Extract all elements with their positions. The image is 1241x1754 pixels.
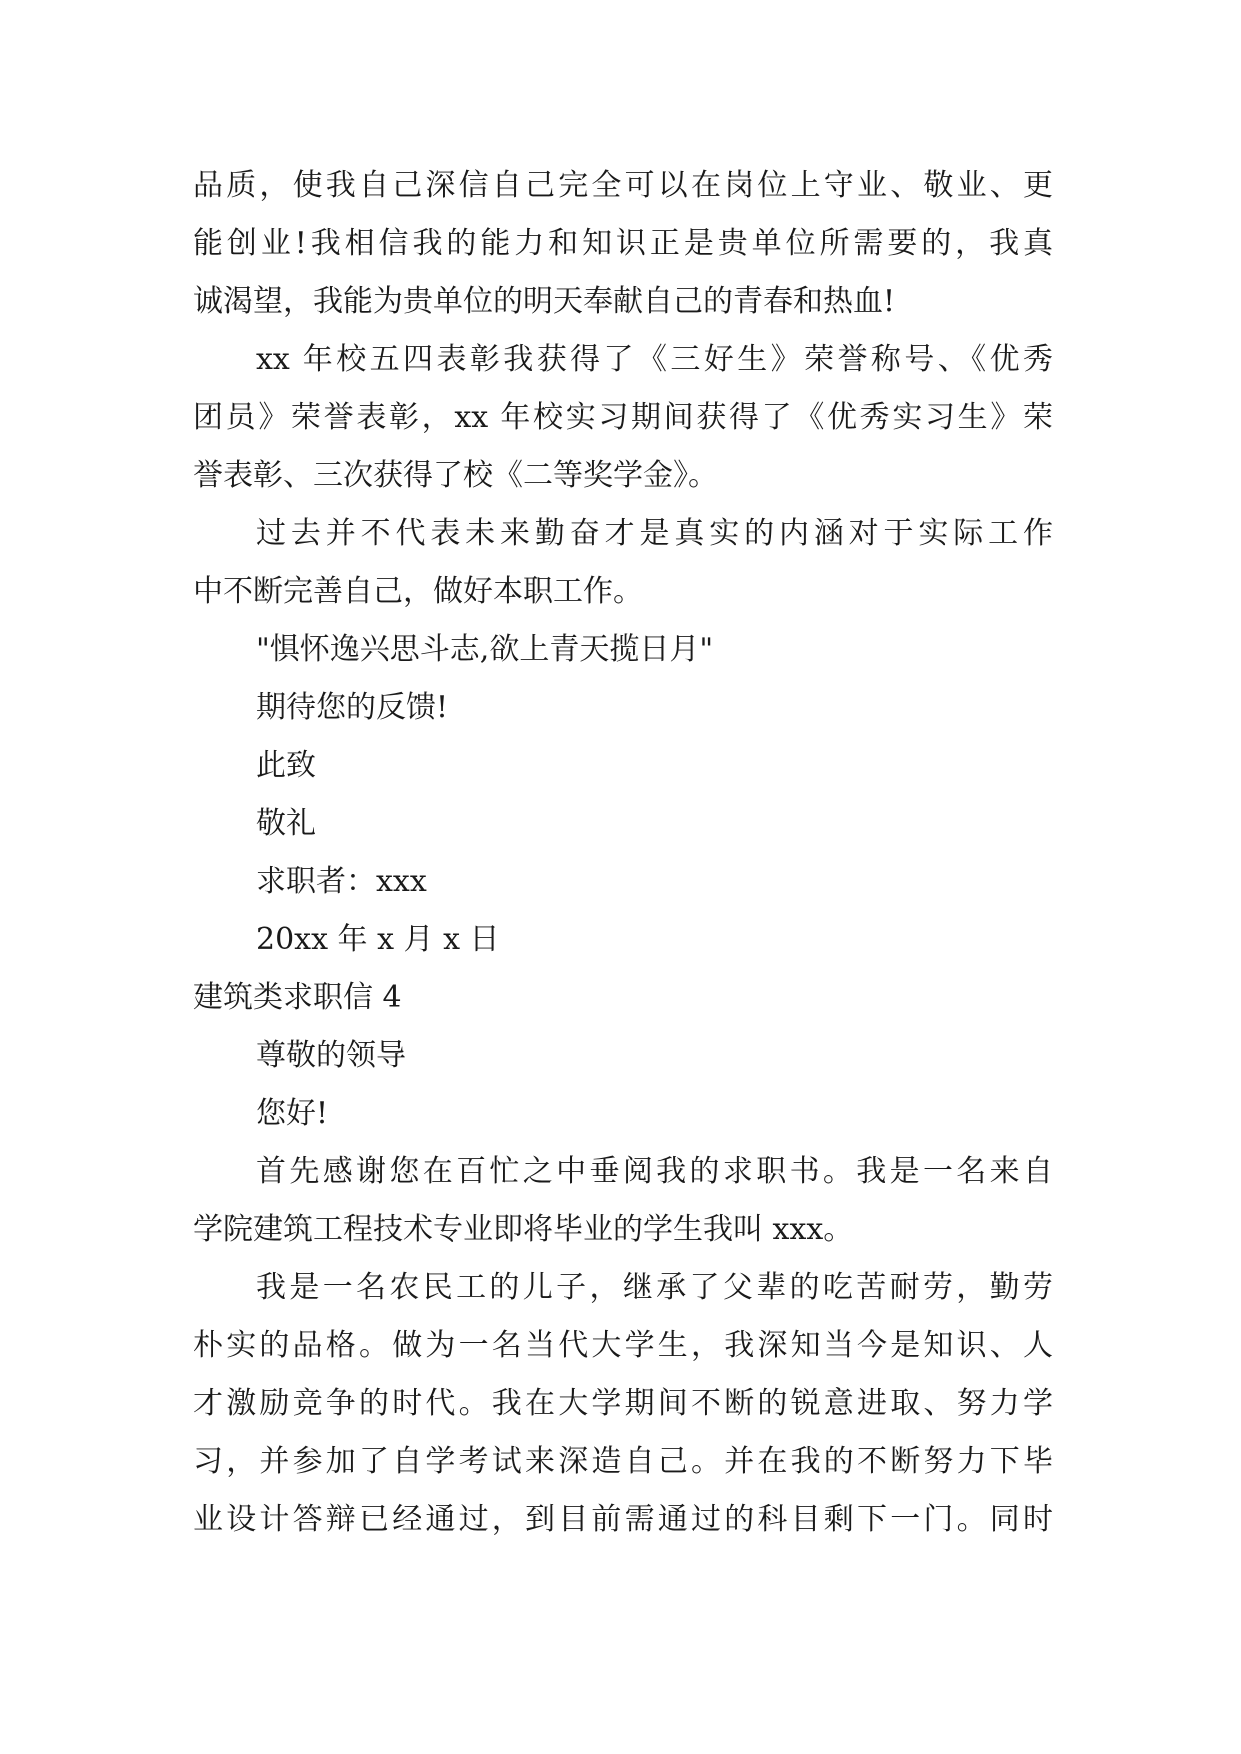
- body-line: 能创业!我相信我的能力和知识正是贵单位所需要的，我真: [193, 226, 1053, 261]
- body-line: 学院建筑工程技术专业即将毕业的学生我叫 xxx。: [193, 1212, 854, 1247]
- body-line: 誉表彰、三次获得了校《二等奖学金》。: [193, 458, 718, 493]
- signature-line: 求职者：xxx: [256, 864, 427, 899]
- body-line: 过去并不代表未来勤奋才是真实的内涵对于实际工作: [256, 516, 1053, 551]
- section-heading: 建筑类求职信 4: [193, 980, 402, 1015]
- body-line: 期待您的反馈!: [256, 690, 449, 725]
- body-line: 团员》荣誉表彰，xx 年校实习期间获得了《优秀实习生》荣: [193, 400, 1053, 435]
- body-line: 习，并参加了自学考试来深造自己。并在我的不断努力下毕: [193, 1444, 1053, 1479]
- body-line: 首先感谢您在百忙之中垂阅我的求职书。我是一名来自: [256, 1154, 1053, 1189]
- closing-line: 此致: [256, 748, 316, 783]
- salutation-line: 尊敬的领导: [256, 1038, 406, 1073]
- body-line: 品质，使我自己深信自己完全可以在岗位上守业、敬业、更: [193, 168, 1053, 203]
- date-line: 20xx 年 x 月 x 日: [256, 922, 500, 957]
- body-line: 中不断完善自己，做好本职工作。: [193, 574, 643, 609]
- greeting-line: 您好!: [256, 1096, 329, 1131]
- body-line: 才激励竞争的时代。我在大学期间不断的锐意进取、努力学: [193, 1386, 1053, 1421]
- quote-line: "惧怀逸兴思斗志,欲上青天揽日月": [256, 632, 714, 667]
- closing-line: 敬礼: [256, 806, 316, 841]
- body-line: 诚渴望，我能为贵单位的明天奉献自己的青春和热血!: [193, 284, 896, 319]
- body-line: 我是一名农民工的儿子，继承了父辈的吃苦耐劳，勤劳: [256, 1270, 1053, 1305]
- body-line: xx 年校五四表彰我获得了《三好生》荣誉称号、《优秀: [256, 342, 1053, 377]
- body-line: 业设计答辩已经通过，到目前需通过的科目剩下一门。同时: [193, 1502, 1053, 1537]
- body-line: 朴实的品格。做为一名当代大学生，我深知当今是知识、人: [193, 1328, 1053, 1363]
